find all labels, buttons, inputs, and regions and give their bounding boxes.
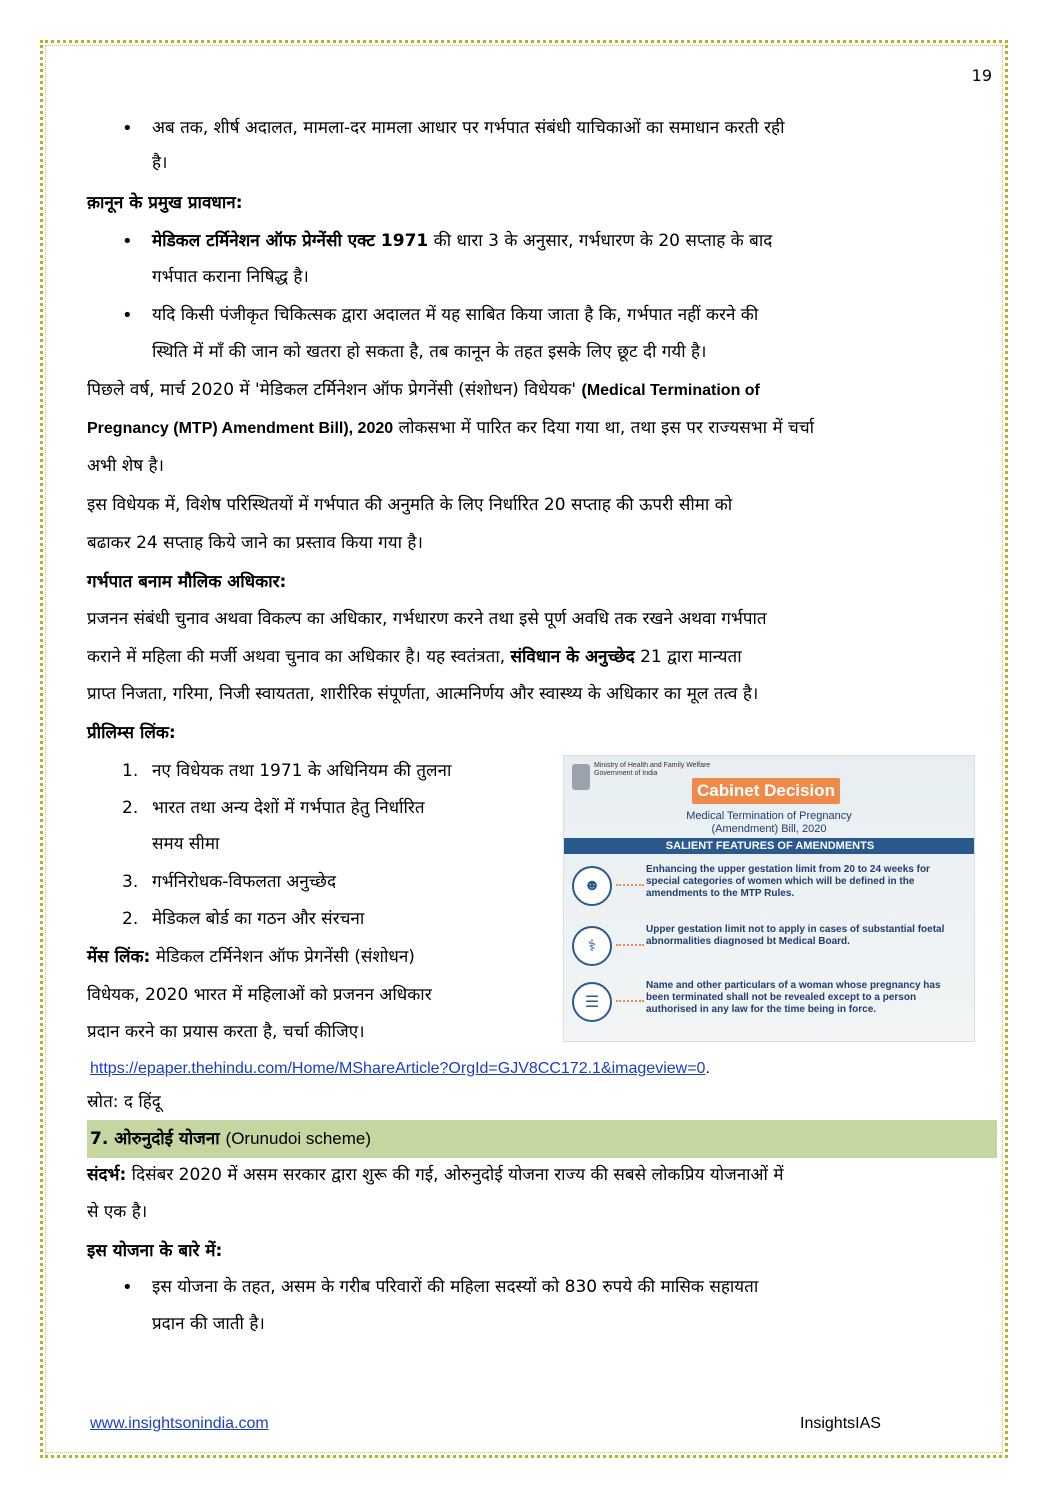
bullet-text xyxy=(152,230,772,252)
pregnant-woman-icon: ☻ xyxy=(572,866,612,906)
paragraph: इस विधेयक में, विशेष परिस्थितयों में गर्भपात की अनुमति के लिए निर्धारित 20 सप्ताह की ऊपरी सीमा को xyxy=(87,495,733,515)
act-name: मेडिकल टर्मिनेशन ऑफ प्रेग्नेंसी एक्ट 1971 xyxy=(152,231,429,251)
bill-name-en: Pregnancy (MTP) Amendment Bill), 2020 xyxy=(87,420,394,437)
bullet-dot: • xyxy=(122,231,133,252)
paragraph xyxy=(87,417,814,440)
salient-features-band: SALIENT FEATURES OF AMENDMENTS xyxy=(564,838,975,854)
list-item: समय सीमा xyxy=(152,834,220,854)
bullet-text: अब तक, शीर्ष अदालत, मामला-दर मामला आधार पर गर्भपात संबंधी याचिकाओं का समाधान करती रही xyxy=(152,118,785,138)
document-icon: ☰ xyxy=(572,982,612,1022)
cabinet-decision-banner: Cabinet Decision xyxy=(692,778,840,804)
list-num: 1. xyxy=(122,761,139,781)
footer-brand: InsightsIAS xyxy=(800,1415,881,1432)
section-heading xyxy=(90,1128,371,1150)
context-label: संदर्भ: xyxy=(87,1165,127,1185)
footer-website-link[interactable] xyxy=(90,1415,269,1433)
bullet-text: इस योजना के तहत, असम के गरीब परिवारों की महिला सदस्यों को 830 रुपये की मासिक सहायता xyxy=(152,1277,759,1297)
mains-text: प्रदान करने का प्रयास करता है, चर्चा कीजिए। xyxy=(87,1022,365,1042)
paragraph: बढाकर 24 सप्ताह किये जाने का प्रस्ताव किया गया है। xyxy=(87,533,423,553)
mains-label: मेंस लिंक: xyxy=(87,947,151,967)
connector xyxy=(616,944,644,946)
heading-about: इस योजना के बारे में: xyxy=(87,1241,223,1261)
paragraph-text: पिछले वर्ष, मार्च 2020 में 'मेडिकल टर्मिनेशन ऑफ प्रेगनेंसी (संशोधन) विधेयक' xyxy=(87,380,582,400)
source-link[interactable]: https://epaper.thehindu.com/Home/MShareArticle?OrgId=GJV8CC172.1&imageview=0 xyxy=(90,1060,706,1077)
paragraph-text: 21 द्वारा मान्यता xyxy=(634,647,742,667)
section-title-hi: 7. ओरुनुदोई योजना xyxy=(90,1129,226,1149)
list-item: मेडिकल बोर्ड का गठन और संरचना xyxy=(152,909,365,929)
connector xyxy=(616,1000,644,1002)
list-item: भारत तथा अन्य देशों में गर्भपात हेतु निर्धारित xyxy=(152,798,425,818)
bullet-text: गर्भपात कराना निषिद्ध है। xyxy=(152,267,309,287)
context-text: से एक है। xyxy=(87,1202,148,1222)
connector xyxy=(616,884,644,886)
section-title-en: (Orunudoi scheme) xyxy=(225,1129,372,1148)
feature-text: Upper gestation limit not to apply in cases of substantial foetal abnormalities diagnosed bt Medical Board. xyxy=(646,924,945,947)
heading-prelims: प्रीलिम्स लिंक: xyxy=(87,723,176,743)
list-num: 3. xyxy=(122,872,139,892)
source-link-line xyxy=(90,1058,710,1080)
stethoscope-icon: ⚕ xyxy=(572,926,612,966)
bullet-dot: • xyxy=(122,305,133,326)
article-ref: संविधान के अनुच्छेद xyxy=(510,647,635,667)
page-number: 19 xyxy=(971,66,992,85)
paragraph: प्राप्त निजता, गरिमा, निजी स्वायतता, शारीरिक संपूर्णता, आत्मनिर्णय और स्वास्थ्य के अधिकार का मूल तत्व है। xyxy=(87,684,759,704)
paragraph: प्रजनन संबंधी चुनाव अथवा विकल्प का अधिकार, गर्भधारण करने तथा इसे पूर्ण अवधि तक रखने अथवा गर्भपात xyxy=(87,609,767,629)
mains-text: विधेयक, 2020 भारत में महिलाओं को प्रजनन अधिकार xyxy=(87,985,432,1005)
list-item: नए विधेयक तथा 1971 के अधिनियम की तुलना xyxy=(152,761,452,781)
context-text: दिसंबर 2020 में असम सरकार द्वारा शुरू की गई, ओरुनुदोई योजना राज्य की सबसे लोकप्रिय योजनाओं में xyxy=(126,1165,784,1185)
title-line: Medical Termination of Pregnancy xyxy=(686,810,852,822)
bullet-dot: • xyxy=(122,118,133,139)
feature-text: Enhancing the upper gestation limit from 20 to 24 weeks for special categories of women which will be defined in the amendments to the MTP Rules. xyxy=(646,864,930,899)
bill-name-en: (Medical Termination of xyxy=(581,382,760,399)
bullet-text: है। xyxy=(152,153,168,173)
bullet-text: यदि किसी पंजीकृत चिकित्सक द्वारा अदालत में यह साबित किया जाता है कि, गर्भपात नहीं करने की xyxy=(152,305,759,325)
list-item: गर्भनिरोधक-विफलता अनुच्छेद xyxy=(152,872,336,892)
feature-row xyxy=(564,918,975,976)
list-num: 2. xyxy=(122,909,139,929)
paragraph-text: लोकसभा में पारित कर दिया गया था, तथा इस पर राज्यसभा में चर्चा xyxy=(393,418,815,438)
bullet-text: स्थिति में माँ की जान को खतरा हो सकता है, तब कानून के तहत इसके लिए छूट दी गयी है। xyxy=(152,342,707,362)
feature-row xyxy=(564,858,975,916)
title-line: (Amendment) Bill, 2020 xyxy=(711,823,827,835)
mains-text: मेडिकल टर्मिनेशन ऑफ प्रेगनेंसी (संशोधन) xyxy=(150,947,415,967)
source-link-suffix: . xyxy=(705,1060,710,1077)
feature-row xyxy=(564,974,975,1032)
mains-link xyxy=(87,946,415,968)
heading-provisions: क़ानून के प्रमुख प्रावधान: xyxy=(87,193,243,213)
emblem-icon xyxy=(572,764,590,790)
paragraph-text: कराने में महिला की मर्जी अथवा चुनाव का अधिकार है। यह स्वतंत्रता, xyxy=(87,647,511,667)
source-label: स्रोत: द हिंदू xyxy=(87,1092,161,1112)
bullet-text: प्रदान की जाती है। xyxy=(152,1314,265,1334)
heading-rights: गर्भपात बनाम मौलिक अधिकार: xyxy=(87,572,287,592)
bullet-dot: • xyxy=(122,1277,133,1298)
bullet-text-rest: की धारा 3 के अनुसार, गर्भधारण के 20 सप्ताह के बाद xyxy=(428,231,773,251)
infographic-title xyxy=(644,810,894,836)
feature-text: Name and other particulars of a woman whose pregnancy has been terminated shall not be revealed except to a person authorised in any law for the time being in force. xyxy=(646,980,941,1015)
list-num: 2. xyxy=(122,798,139,818)
cabinet-decision-infographic xyxy=(563,755,975,1042)
context-paragraph xyxy=(87,1164,784,1186)
website-url[interactable]: www.insightsonindia.com xyxy=(90,1415,269,1432)
paragraph: अभी शेष है। xyxy=(87,456,165,476)
paragraph xyxy=(87,379,760,402)
ministry-label: Ministry of Health and Family Welfare Government of India xyxy=(594,762,711,777)
paragraph xyxy=(87,646,742,668)
